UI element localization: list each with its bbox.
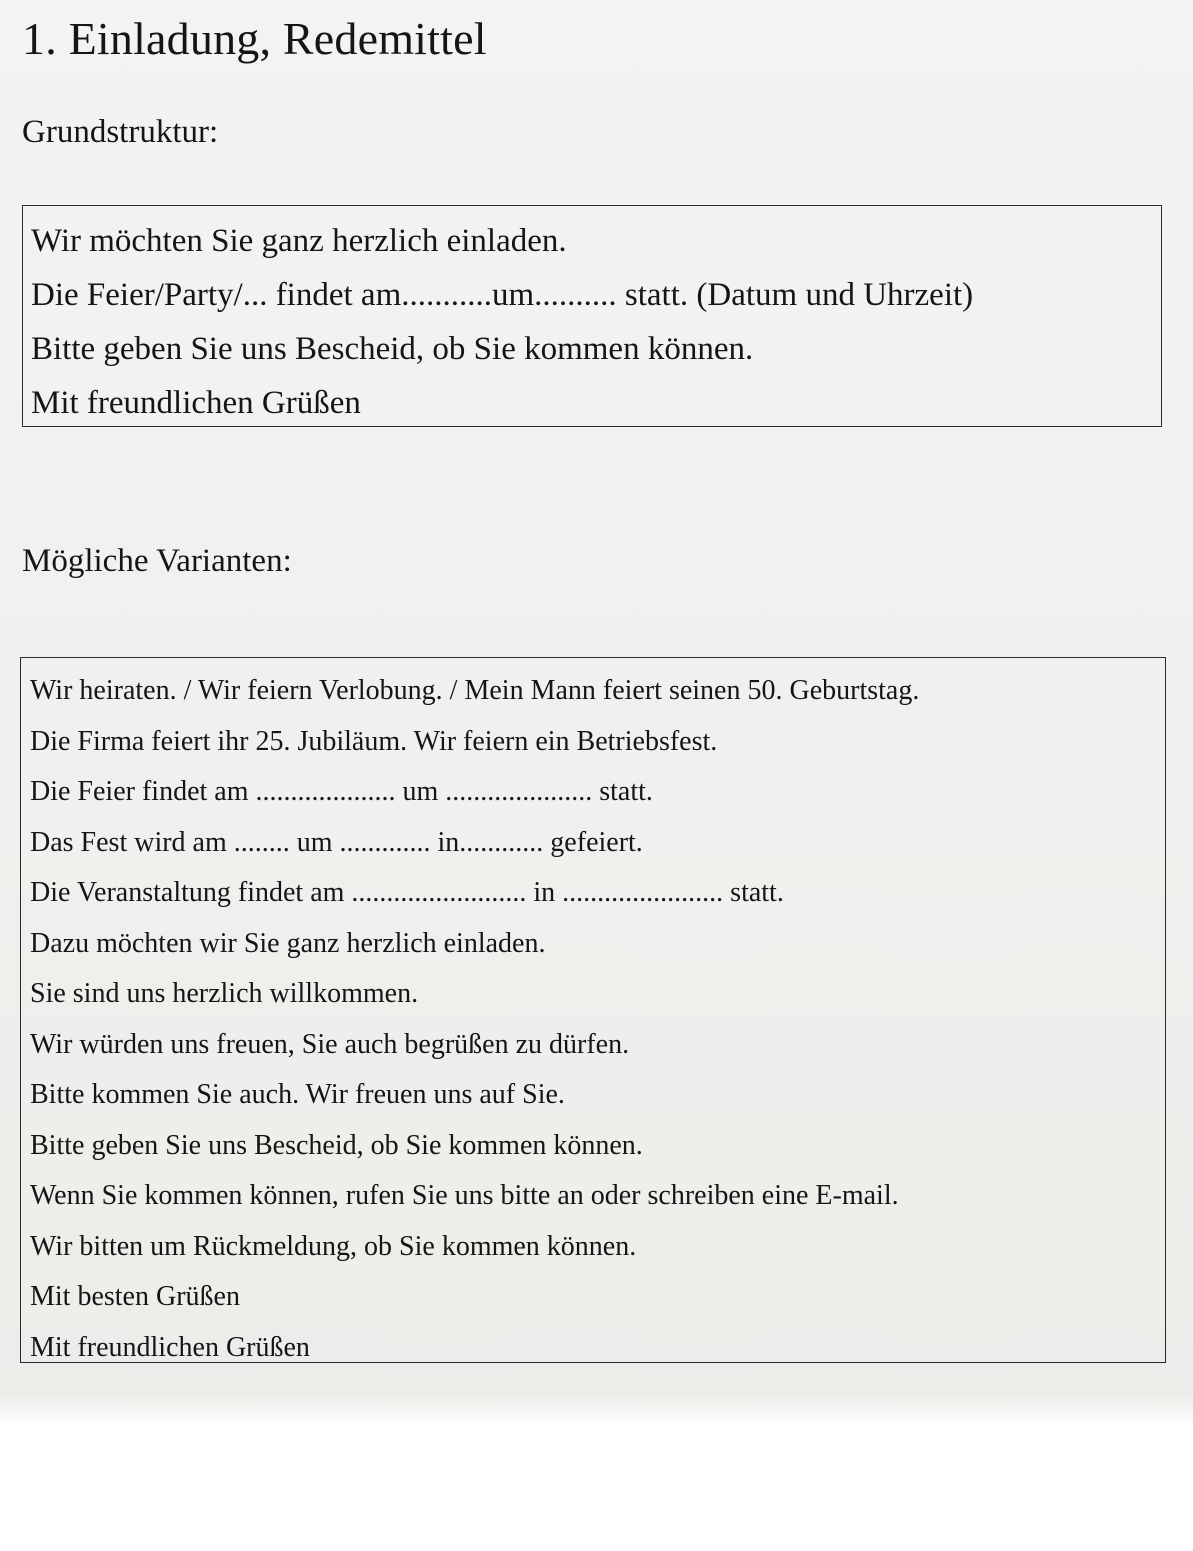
text-line: Wir bitten um Rückmeldung, ob Sie kommen können. (30, 1230, 637, 1262)
text-line: Die Feier findet am .................... um ..................... statt. (30, 776, 653, 807)
text-line: Mit besten Grüßen (30, 1281, 240, 1312)
section-heading-varianten: Mögliche Varianten: (22, 543, 292, 579)
text-line: Bitte geben Sie uns Bescheid, ob Sie kommen können. (30, 1129, 643, 1161)
text-line: Bitte kommen Sie auch. Wir freuen uns auf Sie. (30, 1079, 565, 1110)
text-line: Wir möchten Sie ganz herzlich einladen. (31, 223, 567, 259)
grundstruktur-box (22, 205, 1162, 427)
section-heading-grundstruktur: Grundstruktur: (22, 114, 219, 150)
text-line: Mit freundlichen Grüßen (30, 1331, 310, 1363)
text-line: Wir heiraten. / Wir feiern Verlobung. / Mein Mann feiert seinen 50. Geburtstag. (30, 675, 920, 706)
text-line: Wir würden uns freuen, Sie auch begrüßen zu dürfen. (30, 1028, 630, 1060)
text-line: Mit freundlichen Grüßen (31, 385, 361, 421)
page-title: 1. Einladung, Redemittel (22, 13, 487, 64)
text-line: Das Fest wird am ........ um ............. in............ gefeiert. (30, 826, 643, 858)
text-line: Sie sind uns herzlich willkommen. (30, 978, 419, 1009)
text-line: Wenn Sie kommen können, rufen Sie uns bitte an oder schreiben eine E-mail. (30, 1180, 899, 1211)
text-line: Bitte geben Sie uns Bescheid, ob Sie kommen können. (31, 331, 754, 367)
varianten-box (20, 657, 1166, 1363)
text-line: Dazu möchten wir Sie ganz herzlich einladen. (30, 927, 546, 959)
text-line: Die Firma feiert ihr 25. Jubiläum. Wir feiern ein Betriebsfest. (30, 725, 718, 757)
text-line: Die Veranstaltung findet am ......................... in ....................... statt. (30, 877, 784, 908)
text-line: Die Feier/Party/... findet am...........um.......... statt. (Datum und Uhrzeit) (31, 277, 974, 313)
